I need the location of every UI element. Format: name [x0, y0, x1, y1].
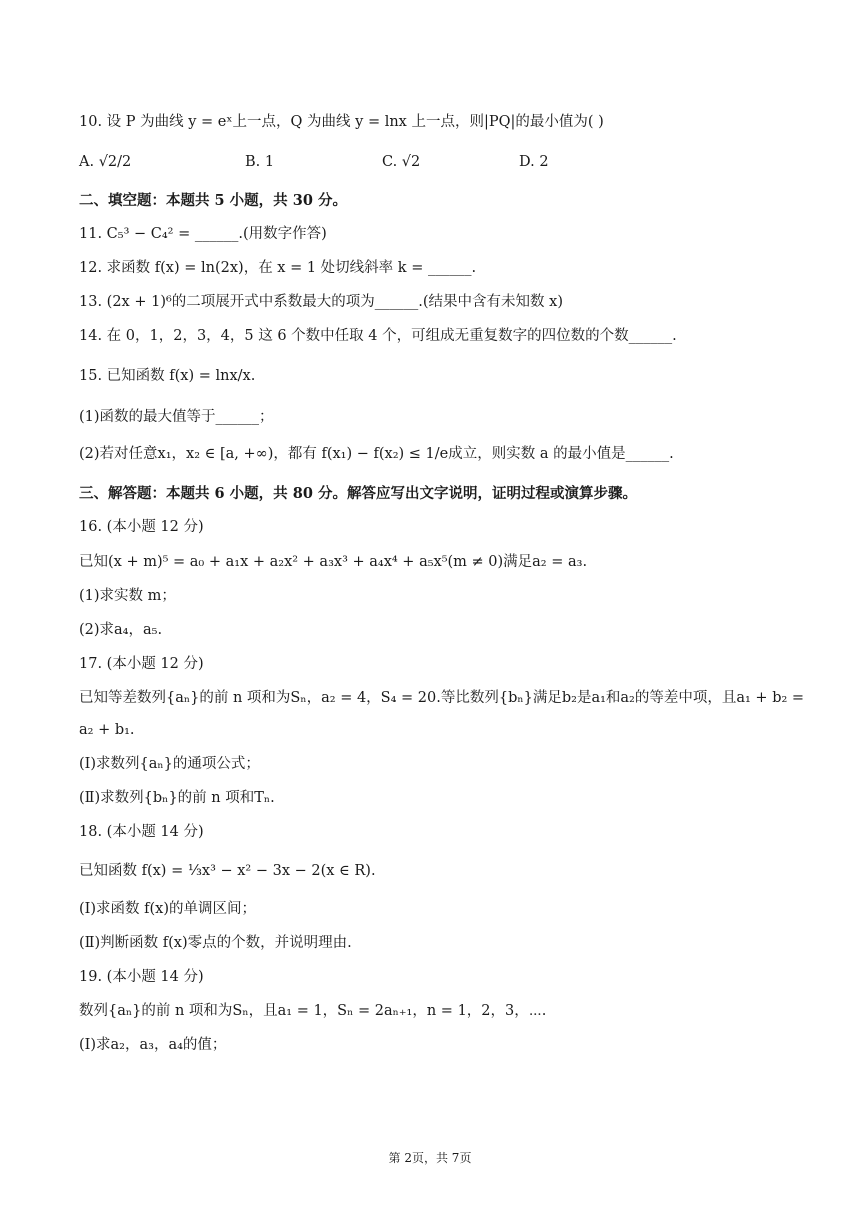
- question-13: 13. (2x + 1)⁶的二项展开式中系数最大的项为______.(结果中含有未知数 x): [79, 294, 563, 310]
- question-18-stem: 已知函数 f(x) = ⅓x³ − x² − 3x − 2(x ∈ R).: [79, 863, 376, 879]
- question-12: 12. 求函数 f(x) = ln(2x)，在 x = 1 处切线斜率 k = ______.: [79, 260, 477, 276]
- question-10-option-b: B. 1: [245, 154, 275, 170]
- question-16-header: 16. (本小题 12 分): [79, 519, 204, 535]
- question-19-stem: 数列{aₙ}的前 n 项和为Sₙ，且a₁ = 1，Sₙ = 2aₙ₊₁，n = 1，2，3，⋯.: [79, 1003, 547, 1019]
- section-3-title: 三、解答题：本题共 6 小题，共 80 分。解答应写出文字说明，证明过程或演算步骤。: [79, 485, 637, 502]
- question-16-part-1: (1)求实数 m；: [79, 588, 176, 604]
- question-17-stem-line-1: 已知等差数列{aₙ}的前 n 项和为Sₙ，a₂ = 4，S₄ = 20.等比数列{bₙ}满足b₂是a₁和a₂的等差中项，且a₁ + b₂ =: [79, 690, 805, 706]
- question-18-header: 18. (本小题 14 分): [79, 824, 204, 840]
- question-16-part-2: (2)求a₄，a₅.: [79, 622, 163, 638]
- question-18-part-1: (Ⅰ)求函数 f(x)的单调区间；: [79, 901, 257, 917]
- question-17-part-1: (Ⅰ)求数列{aₙ}的通项公式；: [79, 756, 260, 772]
- question-10-option-c: C. √2: [382, 154, 421, 170]
- question-16-stem: 已知(x + m)⁵ = a₀ + a₁x + a₂x² + a₃x³ + a₄x⁴ + a₅x⁵(m ≠ 0)满足a₂ = a₃.: [79, 554, 588, 570]
- page-number-footer: 第 2页，共 7页: [388, 1151, 472, 1165]
- question-10-option-a: A. √2/2: [79, 154, 132, 170]
- question-19-header: 19. (本小题 14 分): [79, 969, 204, 985]
- question-17-header: 17. (本小题 12 分): [79, 656, 204, 672]
- question-15-part-2: (2)若对任意x₁，x₂ ∈ [a, +∞)，都有 f(x₁) − f(x₂) ≤ 1/e成立，则实数 a 的最小值是______.: [79, 446, 674, 462]
- question-17-stem-line-2: a₂ + b₁.: [79, 722, 135, 738]
- question-10-stem: 10. 设 P 为曲线 y = eˣ上一点，Q 为曲线 y = lnx 上一点，则|PQ|的最小值为( ): [79, 114, 604, 130]
- question-10-option-d: D. 2: [519, 154, 549, 170]
- question-11: 11. C₅³ − C₄² = ______.(用数字作答): [79, 226, 327, 242]
- section-2-title: 二、填空题：本题共 5 小题，共 30 分。: [79, 192, 347, 209]
- question-15-stem: 15. 已知函数 f(x) = lnx/x.: [79, 368, 256, 384]
- question-15-part-1: (1)函数的最大值等于______；: [79, 409, 274, 425]
- question-18-part-2: (Ⅱ)判断函数 f(x)零点的个数，并说明理由.: [79, 935, 352, 951]
- question-19-part-1: (Ⅰ)求a₂，a₃，a₄的值；: [79, 1037, 227, 1053]
- question-17-part-2: (Ⅱ)求数列{bₙ}的前 n 项和Tₙ.: [79, 790, 275, 806]
- question-14: 14. 在 0，1，2，3，4，5 这 6 个数中任取 4 个，可组成无重复数字的四位数的个数______.: [79, 328, 677, 344]
